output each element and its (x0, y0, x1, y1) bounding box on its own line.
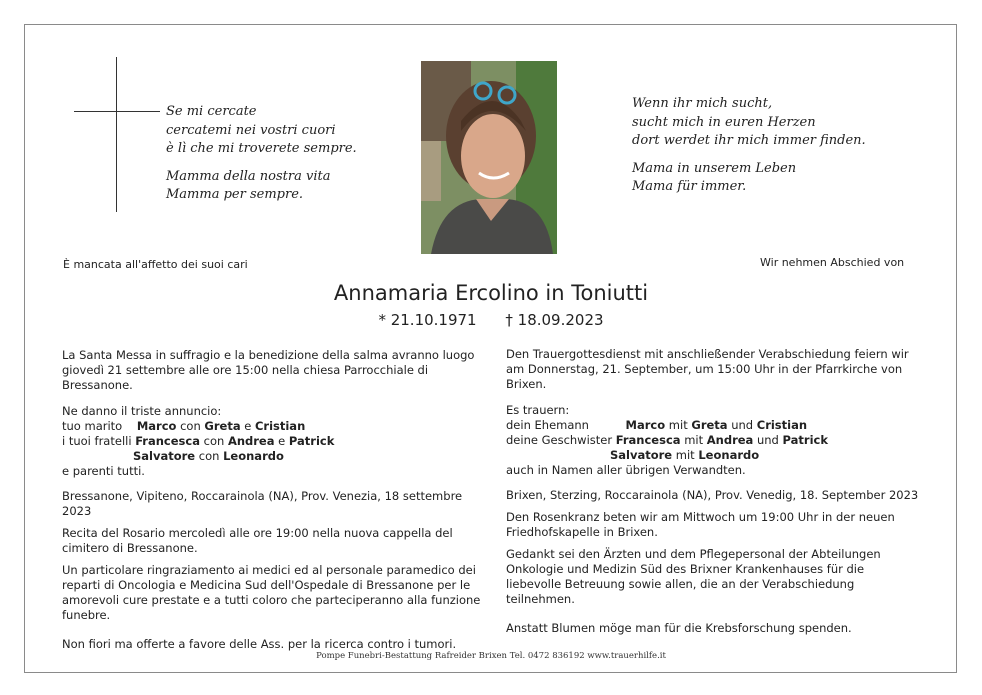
relative-name: Marco (625, 418, 666, 432)
relative-name: Salvatore (133, 449, 196, 463)
rosary-info: Recita del Rosario mercoledì alle ore 19:00 nella nuova cappella del cimitero di Bressanone. (62, 526, 453, 555)
relation-label: i tuoi fratelli (62, 434, 132, 448)
relation-label: tuo marito (62, 419, 123, 433)
verse-italian (166, 103, 357, 214)
relative-name: Greta (691, 418, 728, 432)
relatives-row-siblings (62, 434, 492, 449)
connector: e (278, 434, 286, 448)
italian-column (62, 348, 492, 652)
place-date: Brixen, Sterzing, Roccarainola (NA), Prov. Venedig, 18. September 2023 (506, 488, 919, 502)
relative-name: Cristian (254, 419, 306, 433)
verse-line: Mama für immer. (632, 179, 747, 194)
relatives-row-sibling-2 (506, 448, 921, 463)
thanks-text: Gedankt sei den Ärzten und dem Pflegepersonal der Abteilungen Onkologie und Medizin Süd des Brixner Krankenhauses für die liebevolle Betreuung sowie allen, die an der Verabschiedung teilnehmen. (506, 547, 881, 606)
life-dates (0, 311, 982, 329)
connector: e (244, 419, 252, 433)
donations-text: Non fiori ma offerte a favore delle Ass. per la ricerca contro i tumori. (62, 637, 457, 651)
relatives-row-siblings (506, 433, 921, 448)
connector: mit (684, 433, 704, 447)
relatives-all: auch in Namen aller übrigen Verwandten. (506, 463, 746, 477)
verse-line: Wenn ihr mich sucht, (632, 96, 773, 111)
verse-line: Mamma per sempre. (166, 187, 304, 202)
intro-german: Wir nehmen Abschied von (760, 256, 905, 269)
birth-date: * 21.10.1971 (378, 311, 477, 329)
relation-label: deine Geschwister (506, 433, 613, 447)
relative-name: Andrea (227, 434, 275, 448)
relation-label: dein Ehemann (506, 418, 589, 432)
verse-german-stanza-2 (632, 160, 866, 197)
relative-name: Salvatore (610, 448, 673, 462)
intro-italian: È mancata all'affetto dei suoi cari (63, 258, 248, 271)
verse-line: Mama in unserem Leben (632, 160, 797, 176)
verse-line: Se mi cercate (166, 104, 257, 119)
announce-label: Es trauern: (506, 403, 570, 417)
relatives-row-sibling-2 (62, 449, 492, 464)
funeral-home-footer: Pompe Funebri-Bestattung Rafreider Brixen Tel. 0472 836192 www.trauerhilfe.it (316, 651, 666, 661)
announce-label: Ne danno il triste annuncio: (62, 404, 222, 418)
deceased-name: Annamaria Ercolino in Toniutti (333, 281, 649, 305)
death-date: † 18.09.2023 (505, 311, 604, 329)
connector: con (198, 449, 220, 463)
relative-name: Marco (136, 419, 177, 433)
relative-name: Leonardo (698, 448, 760, 462)
connector: mit (668, 418, 688, 432)
verse-italian-stanza-1 (166, 103, 357, 159)
donations-text: Anstatt Blumen möge man für die Krebsforschung spenden. (506, 621, 852, 635)
relatives-row-husband (62, 419, 492, 434)
verse-german-stanza-1 (632, 95, 866, 151)
portrait-photo (421, 61, 557, 254)
relatives-row-husband (506, 418, 921, 433)
relative-name: Greta (204, 419, 241, 433)
verse-line: dort werdet ihr mich immer finden. (632, 133, 866, 148)
german-column (506, 347, 921, 636)
relatives-all: e parenti tutti. (62, 464, 145, 478)
connector: und (731, 418, 754, 432)
relative-name: Cristian (756, 418, 808, 432)
connector: con (203, 434, 225, 448)
connector: und (756, 433, 779, 447)
relative-name: Andrea (706, 433, 754, 447)
place-date: Bressanone, Vipiteno, Roccarainola (NA), Prov. Venezia, 18 settembre 2023 (62, 489, 463, 518)
verse-line: cercatemi nei vostri cuori (166, 122, 336, 138)
connector: con (180, 419, 201, 433)
relative-name: Leonardo (223, 449, 284, 463)
mass-info: La Santa Messa in suffragio e la benedizione della salma avranno luogo giovedì 21 settembre alle ore 15:00 nella chiesa Parrocchiale di Bressanone. (62, 348, 475, 392)
relative-name: Francesca (135, 434, 200, 448)
relative-name: Francesca (615, 433, 681, 447)
connector: mit (675, 448, 695, 462)
cross-icon-vertical (116, 57, 117, 212)
verse-german (632, 95, 866, 206)
relative-name: Patrick (782, 433, 828, 447)
verse-line: Mamma della nostra vita (166, 168, 331, 184)
verse-line: è lì che mi troverete sempre. (166, 141, 357, 156)
rosary-info: Den Rosenkranz beten wir am Mittwoch um 19:00 Uhr in der neuen Friedhofskapelle in Brixen. (506, 510, 895, 539)
relative-name: Patrick (288, 434, 335, 448)
verse-italian-stanza-2 (166, 168, 357, 205)
cross-icon-horizontal (74, 111, 160, 112)
mass-info: Den Trauergottesdienst mit anschließender Verabschiedung feiern wir am Donnerstag, 21. September, um 15:00 Uhr in der Pfarrkirche von Brixen. (506, 347, 909, 391)
verse-line: sucht mich in euren Herzen (632, 114, 816, 130)
thanks-text: Un particolare ringraziamento ai medici ed al personale paramedico dei reparti di Oncologia e Medicina Sud dell'Ospedale di Bressanone per le amorevoli cure prestate e a tutti coloro che parteciperanno alla funzione funebre. (62, 563, 481, 622)
